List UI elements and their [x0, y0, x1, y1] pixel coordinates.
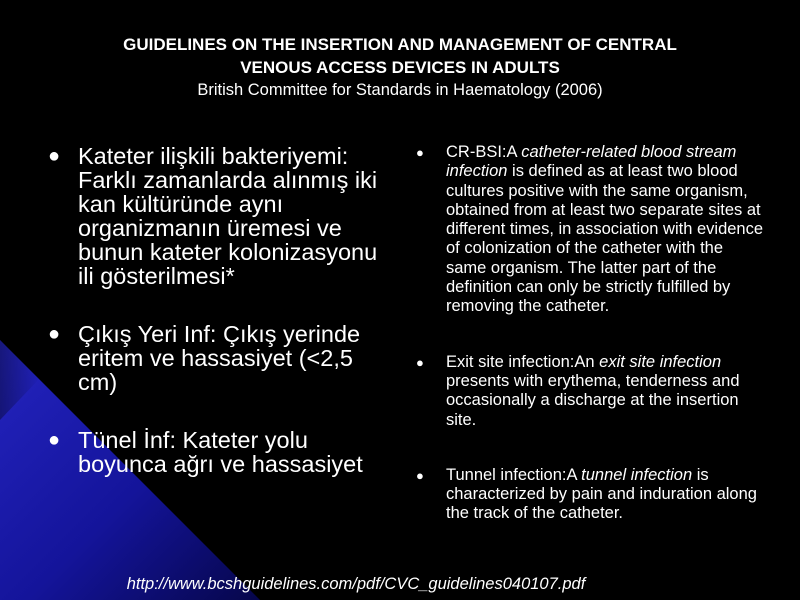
definition-term: catheter-related blood stream infection — [446, 143, 737, 181]
list-item — [416, 466, 766, 524]
definition-prefix: Tunnel infection:A — [446, 465, 582, 484]
list-item-text: Tünel İnf: Kateter yolu boyunca ağrı ve hassasiyet — [78, 427, 363, 477]
list-item-text — [446, 353, 766, 430]
title-line-1: GUIDELINES ON THE INSERTION AND MANAGEMENT OF CENTRAL — [123, 35, 677, 54]
title-line-2: VENOUS ACCESS DEVICES IN ADULTS — [240, 58, 560, 77]
definition-term: exit site infection — [599, 352, 722, 371]
list-item-text: Çıkış Yeri Inf: Çıkış yerinde eritem ve hassasiyet (<2,5 cm) — [78, 321, 361, 395]
bullet-icon: ● — [48, 323, 61, 345]
bullet-icon: ● — [416, 145, 424, 160]
left-column — [48, 144, 398, 510]
title-block — [40, 33, 760, 101]
definition-body: presents with erythema, tenderness and occasionally a discharge at the insertion site. — [446, 371, 740, 429]
list-item-text: Kateter ilişkili bakteriyemi: Farklı zamanlarda alınmış iki kan kültüründe aynı organizmanın üremesi ve bunun kateter kolonizasyonu ili gösterilmesi* — [78, 143, 378, 289]
definition-body: is defined as at least two blood cultures positive with the same organism, obtained from at least two separate sites at different times, in association with evidence of colonization of the catheter with the same organism. The latter part of the definition can only be strictly fulfilled by removing the catheter. — [446, 162, 764, 316]
bullet-icon: ● — [416, 467, 424, 483]
source-url-link[interactable]: http://www.bcshguidelines.com/pdf/CVC_guidelines040107.pdf — [126, 575, 586, 593]
slide-subtitle: British Committee for Standards in Haematology (2006) — [197, 81, 603, 99]
bullet-icon: ● — [48, 145, 61, 167]
definition-prefix: Exit site infection:An — [446, 352, 600, 371]
bullet-icon: ● — [48, 429, 61, 451]
definition-body: is characterized by pain and induration along the track of the catheter. — [446, 465, 757, 523]
list-item — [416, 143, 766, 317]
slide-title — [40, 33, 760, 79]
list-item — [416, 353, 766, 430]
bullet-icon: ● — [416, 354, 424, 370]
definition-term: tunnel infection — [581, 465, 693, 484]
list-item-text — [446, 143, 766, 317]
list-item — [48, 322, 398, 394]
list-item-text — [446, 466, 766, 524]
list-item — [48, 144, 398, 288]
definition-prefix: CR-BSI:A — [446, 143, 522, 161]
list-item — [48, 428, 398, 476]
right-column — [416, 143, 766, 560]
